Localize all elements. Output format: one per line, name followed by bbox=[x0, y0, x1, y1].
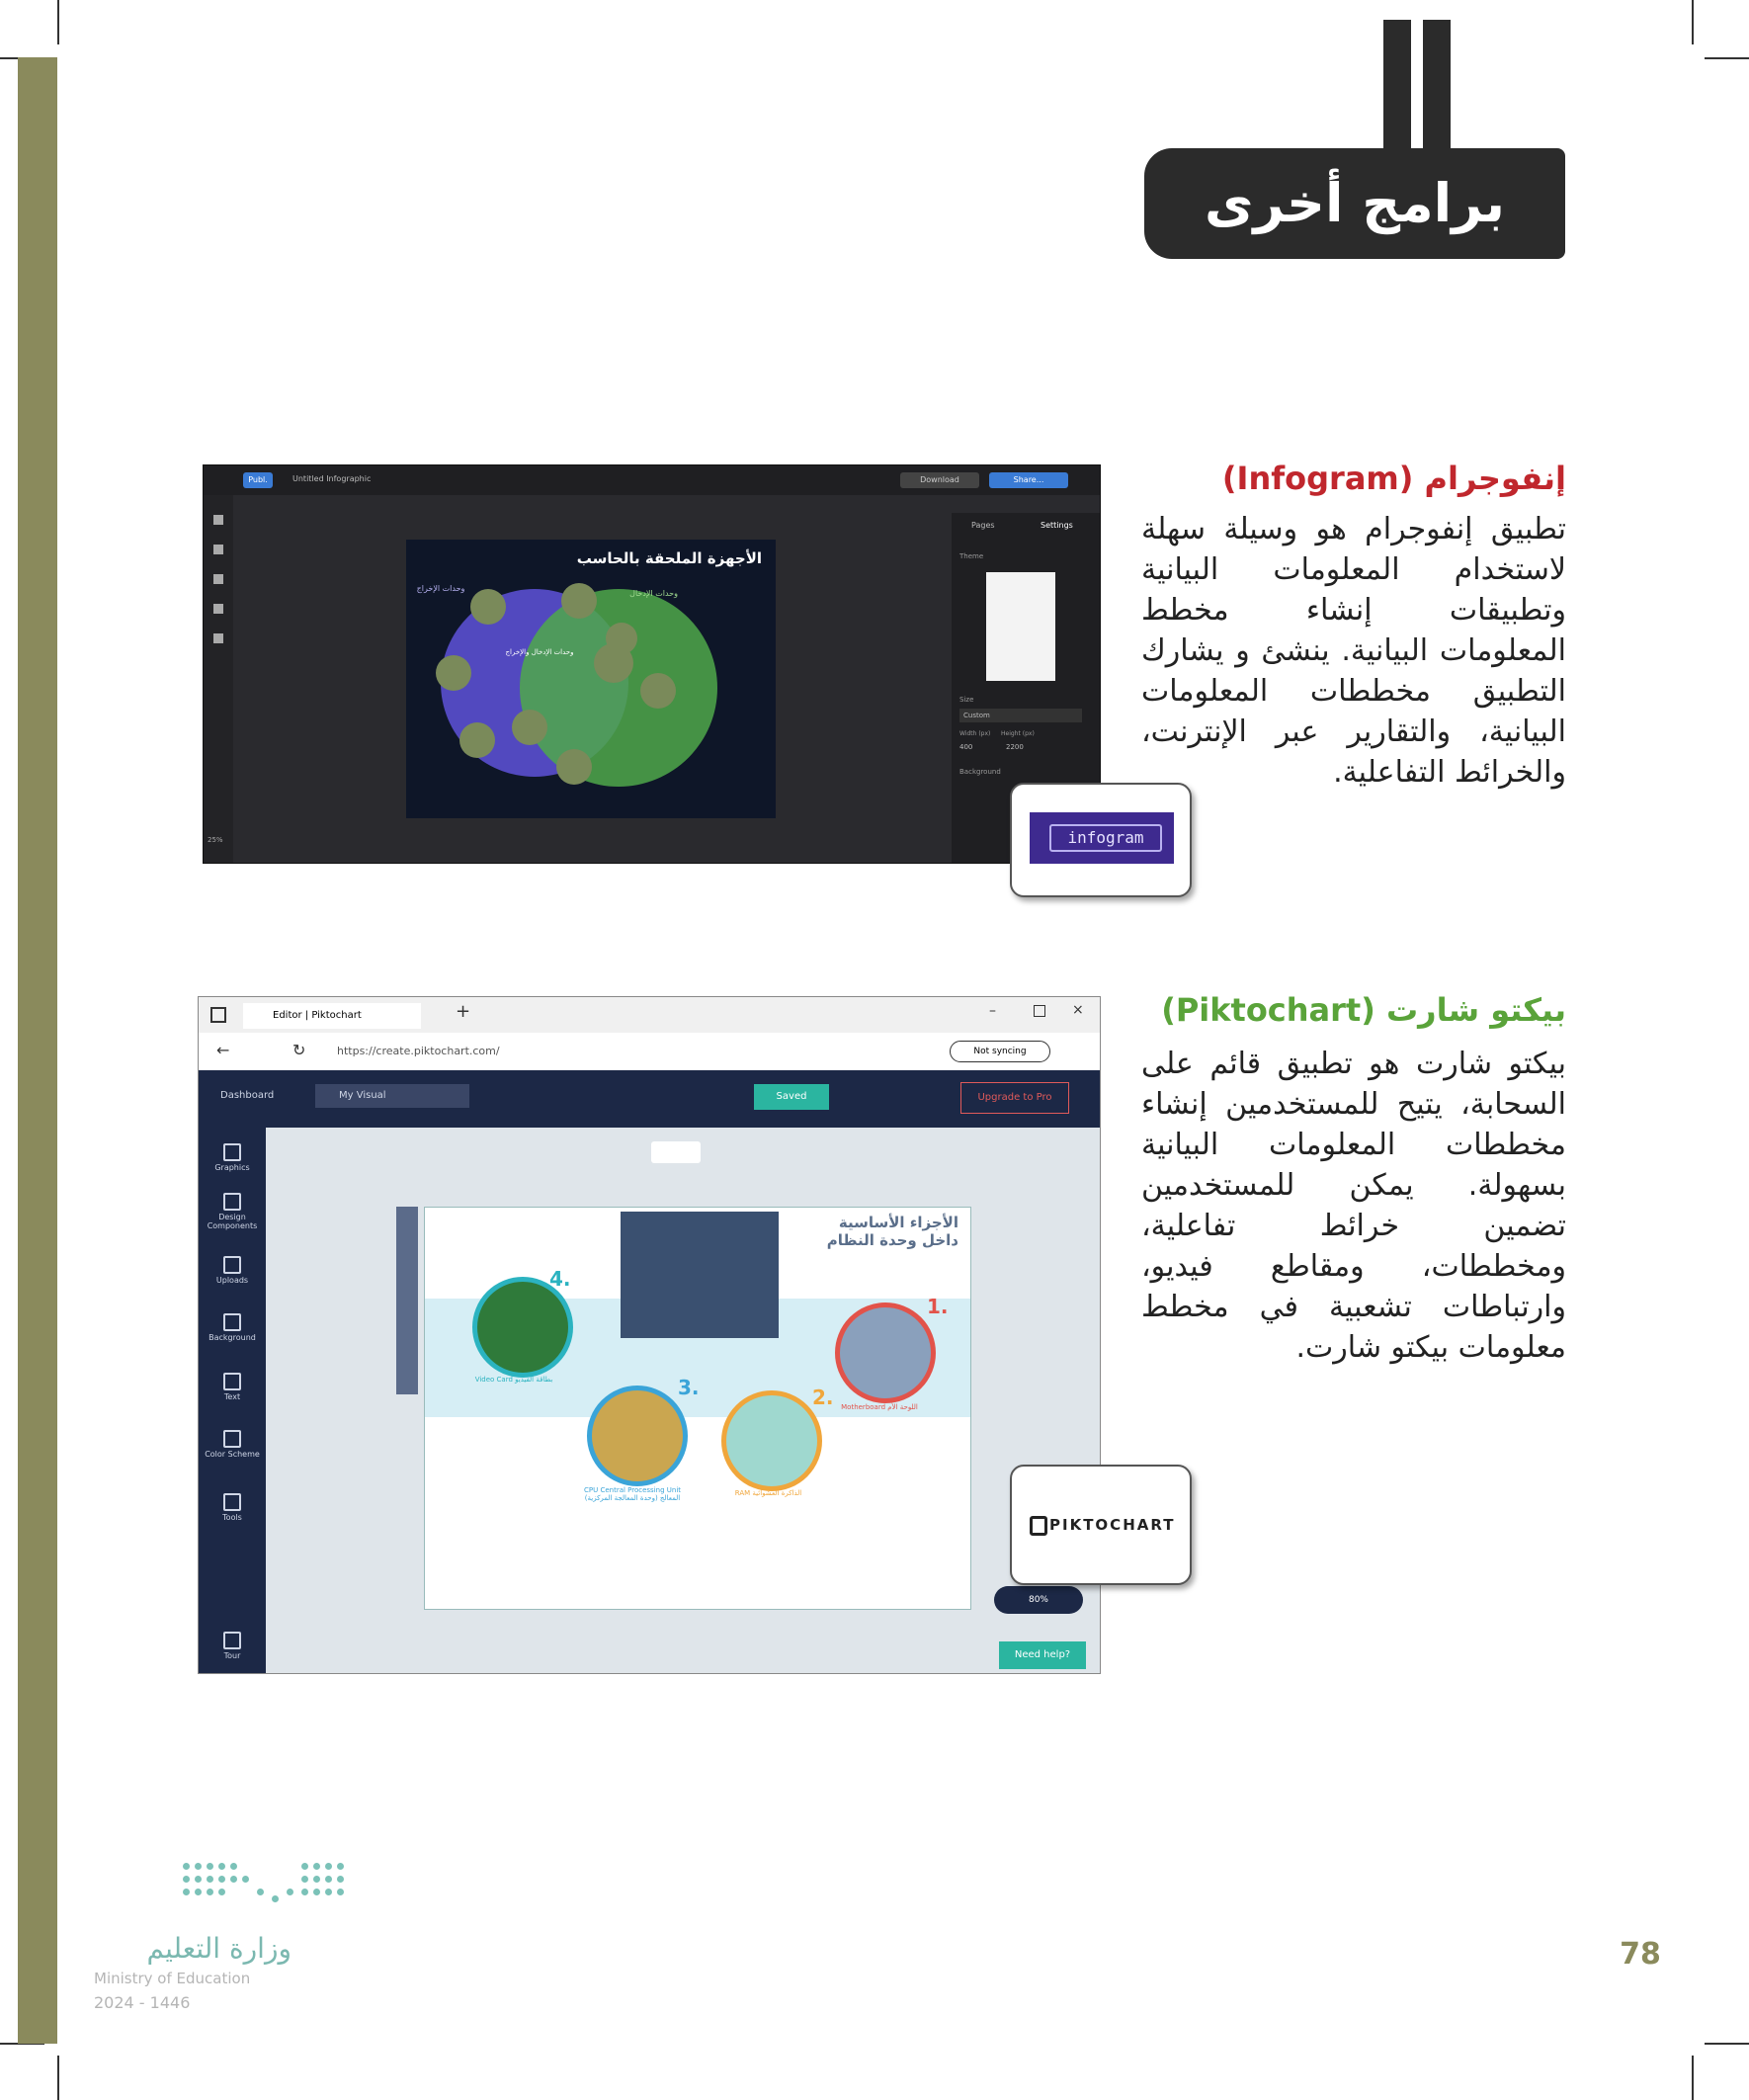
sidebar-label: Tools bbox=[222, 1513, 242, 1522]
background-label: Background bbox=[959, 768, 1001, 776]
sidebar-item-color-scheme[interactable] bbox=[199, 1430, 266, 1459]
ministry-name-en: Ministry of Education bbox=[94, 1970, 251, 1987]
shape-tool-icon[interactable] bbox=[213, 633, 223, 643]
crop-mark bbox=[1705, 57, 1749, 59]
theme-label: Theme bbox=[959, 552, 984, 560]
page-title: برامج أخرى bbox=[1204, 172, 1506, 234]
doc-name: Untitled Infographic bbox=[292, 474, 372, 483]
text-icon bbox=[223, 1373, 241, 1390]
editor-sidebar bbox=[199, 1128, 266, 1673]
title-decoration bbox=[1423, 20, 1451, 153]
size-label: Size bbox=[959, 696, 974, 704]
label-output-devices: وحدات الإخراج bbox=[416, 584, 465, 593]
refresh-icon[interactable]: ↻ bbox=[292, 1041, 306, 1059]
motherboard-circle bbox=[835, 1302, 936, 1403]
label-input-devices: وحدات الإدخال bbox=[629, 589, 678, 598]
sidebar-item-graphics[interactable] bbox=[199, 1143, 266, 1172]
upgrade-button[interactable]: Upgrade to Pro bbox=[960, 1082, 1069, 1114]
section-body-infogram: تطبيق إنفوجرام هو وسيلة سهلة لاستخدام المعلومات البيانية وتطبيقات إنشاء مخطط المعلومات البيانية. ينشئ و يشارك التطبيق مخططات المعلومات البيانية، والتقارير عبر الإنترنت، والخرائط التفاعلية. bbox=[1141, 512, 1566, 790]
ministry-logo-icon bbox=[178, 1858, 356, 1907]
undo-redo-control[interactable] bbox=[651, 1141, 701, 1163]
piktochart-logo-text: PIKTOCHART bbox=[1049, 1516, 1176, 1534]
sidebar-label: Text bbox=[223, 1392, 241, 1401]
browser-url-bar bbox=[199, 1033, 1100, 1071]
cpu-circle bbox=[587, 1386, 688, 1486]
crop-mark bbox=[1705, 2043, 1749, 2045]
title-decoration bbox=[1383, 20, 1411, 153]
size-select[interactable]: Custom bbox=[959, 709, 1082, 722]
sidebar-label: Design Components bbox=[207, 1213, 258, 1230]
publish-button[interactable]: Publ. bbox=[243, 472, 273, 488]
sidebar-label: Background bbox=[208, 1333, 256, 1342]
sidebar-label: Graphics bbox=[214, 1163, 250, 1172]
motherboard-image bbox=[621, 1212, 779, 1338]
text-tool-icon[interactable] bbox=[213, 515, 223, 525]
piktochart-logo-card bbox=[1010, 1465, 1192, 1585]
sidebar-item-tour[interactable] bbox=[199, 1632, 266, 1660]
height-label: Height (px) bbox=[1001, 730, 1035, 737]
not-syncing-badge[interactable]: Not syncing bbox=[950, 1041, 1050, 1062]
heading-ar: إنفوجرام bbox=[1424, 460, 1566, 497]
section-body-piktochart: بيكتو شارت هو تطبيق قائم على السحابة، يتيح للمستخدمين إنشاء مخططات المعلومات البيانية بسهولة. يمكن للمستخدمين تضمين خرائط تفاعلية، ومخططات، ومقاطع فيديو، وارتباطات تشعبية في مخطط معلومات بيكتو شارت. bbox=[1141, 1047, 1566, 1365]
editor-top-nav bbox=[199, 1070, 1100, 1128]
crop-mark bbox=[1692, 0, 1694, 44]
tab-pages[interactable]: Pages bbox=[971, 521, 995, 530]
sidebar-item-background[interactable] bbox=[199, 1313, 266, 1342]
maximize-button[interactable] bbox=[1034, 1005, 1045, 1017]
element-toolbar[interactable] bbox=[396, 1207, 418, 1394]
crop-mark bbox=[57, 0, 59, 44]
piktochart-logo-icon bbox=[1030, 1516, 1047, 1536]
heading-ar: بيكتو شارت bbox=[1385, 991, 1566, 1029]
item-number: 4. bbox=[549, 1267, 571, 1291]
video-card-circle bbox=[472, 1277, 573, 1378]
theme-thumbnail[interactable] bbox=[986, 572, 1055, 681]
sidebar-label: Color Scheme bbox=[205, 1450, 260, 1459]
item-number: 1. bbox=[927, 1295, 949, 1318]
venn-diagram bbox=[406, 540, 776, 818]
item-label: RAM الذاكرة العشوائية bbox=[734, 1489, 802, 1497]
ministry-name-ar: وزارة التعليم bbox=[146, 1932, 292, 1965]
sidebar-item-uploads[interactable] bbox=[199, 1256, 266, 1285]
piktochart-screenshot bbox=[198, 996, 1101, 1674]
canvas-title: الأجهزة الملحقة بالحاسب bbox=[576, 549, 762, 567]
browser-tab-bar bbox=[199, 997, 1100, 1033]
heading-en: (Piktochart) bbox=[1161, 991, 1375, 1029]
ram-circle bbox=[721, 1390, 822, 1491]
item-number: 3. bbox=[678, 1376, 700, 1399]
background-icon bbox=[223, 1313, 241, 1331]
sidebar-label: Tour bbox=[223, 1651, 241, 1660]
url-field[interactable]: https://create.piktochart.com/ bbox=[337, 1045, 500, 1057]
minimize-button[interactable]: – bbox=[989, 1003, 996, 1019]
image-tool-icon[interactable] bbox=[213, 604, 223, 614]
share-button[interactable]: Share... bbox=[989, 472, 1068, 488]
upload-icon bbox=[223, 1256, 241, 1274]
section-heading-piktochart bbox=[1146, 991, 1566, 1035]
infogram-screenshot bbox=[203, 464, 1101, 864]
design-components-icon bbox=[223, 1193, 241, 1211]
visual-name-input[interactable]: My Visual bbox=[315, 1084, 469, 1108]
doc-title: الأجزاء الأساسية داخل وحدة النظام bbox=[826, 1214, 958, 1249]
infogram-logo-card bbox=[1010, 783, 1192, 897]
dashboard-link[interactable]: Dashboard bbox=[220, 1090, 275, 1101]
toolbox-icon bbox=[223, 1493, 241, 1511]
zoom-level: 25% bbox=[208, 836, 223, 844]
sidebar-item-design-components[interactable] bbox=[199, 1193, 266, 1230]
infogram-canvas bbox=[406, 540, 776, 818]
sidebar-label: Uploads bbox=[215, 1276, 249, 1285]
window-icon bbox=[210, 1007, 226, 1023]
item-label: Video Card بطاقة الفيديو bbox=[474, 1376, 553, 1384]
item-number: 2. bbox=[812, 1386, 834, 1409]
heading-en: (Infogram) bbox=[1221, 460, 1414, 497]
width-input[interactable]: 400 bbox=[959, 743, 973, 751]
infogram-tool-sidebar bbox=[204, 495, 233, 863]
infogram-logo-text: infogram bbox=[1049, 824, 1162, 852]
chart-tool-icon[interactable] bbox=[213, 545, 223, 554]
crop-mark bbox=[1692, 2056, 1694, 2100]
back-arrow-icon[interactable]: ← bbox=[216, 1041, 230, 1059]
height-input[interactable]: 2200 bbox=[1006, 743, 1024, 751]
sidebar-item-tools[interactable] bbox=[199, 1493, 266, 1522]
gift-icon bbox=[223, 1632, 241, 1649]
label-io-devices: وحدات الإدخال والإخراج bbox=[505, 648, 574, 656]
map-tool-icon[interactable] bbox=[213, 574, 223, 584]
infogram-logo bbox=[1030, 812, 1174, 864]
section-heading-infogram bbox=[1146, 460, 1566, 503]
item-label: Motherboard اللوحة الأم bbox=[841, 1403, 918, 1411]
width-label: Width (px) bbox=[959, 730, 991, 737]
need-help-button[interactable]: Need help? bbox=[999, 1641, 1086, 1669]
edition-year: 2024 - 1446 bbox=[94, 1993, 191, 2012]
sidebar-item-text[interactable] bbox=[199, 1373, 266, 1401]
infographic-document bbox=[424, 1207, 971, 1610]
graphics-icon bbox=[223, 1143, 241, 1161]
zoom-control[interactable]: 80% bbox=[994, 1586, 1083, 1614]
download-button[interactable]: Download bbox=[900, 472, 979, 488]
infogram-toolbar bbox=[204, 465, 1100, 495]
crop-mark bbox=[57, 2056, 59, 2100]
page-number: 78 bbox=[1620, 1937, 1661, 1972]
new-tab-button[interactable]: + bbox=[456, 1001, 471, 1022]
side-strip bbox=[18, 57, 57, 2044]
saved-button[interactable]: Saved bbox=[754, 1084, 829, 1110]
browser-tab[interactable]: Editor | Piktochart bbox=[243, 1003, 421, 1029]
item-label: CPU Central Processing Unit المعالج (وحدة المعالجة المركزية) bbox=[583, 1486, 682, 1502]
close-button[interactable]: × bbox=[1072, 1002, 1084, 1018]
palette-icon bbox=[223, 1430, 241, 1448]
tab-settings[interactable]: Settings bbox=[1041, 521, 1073, 530]
